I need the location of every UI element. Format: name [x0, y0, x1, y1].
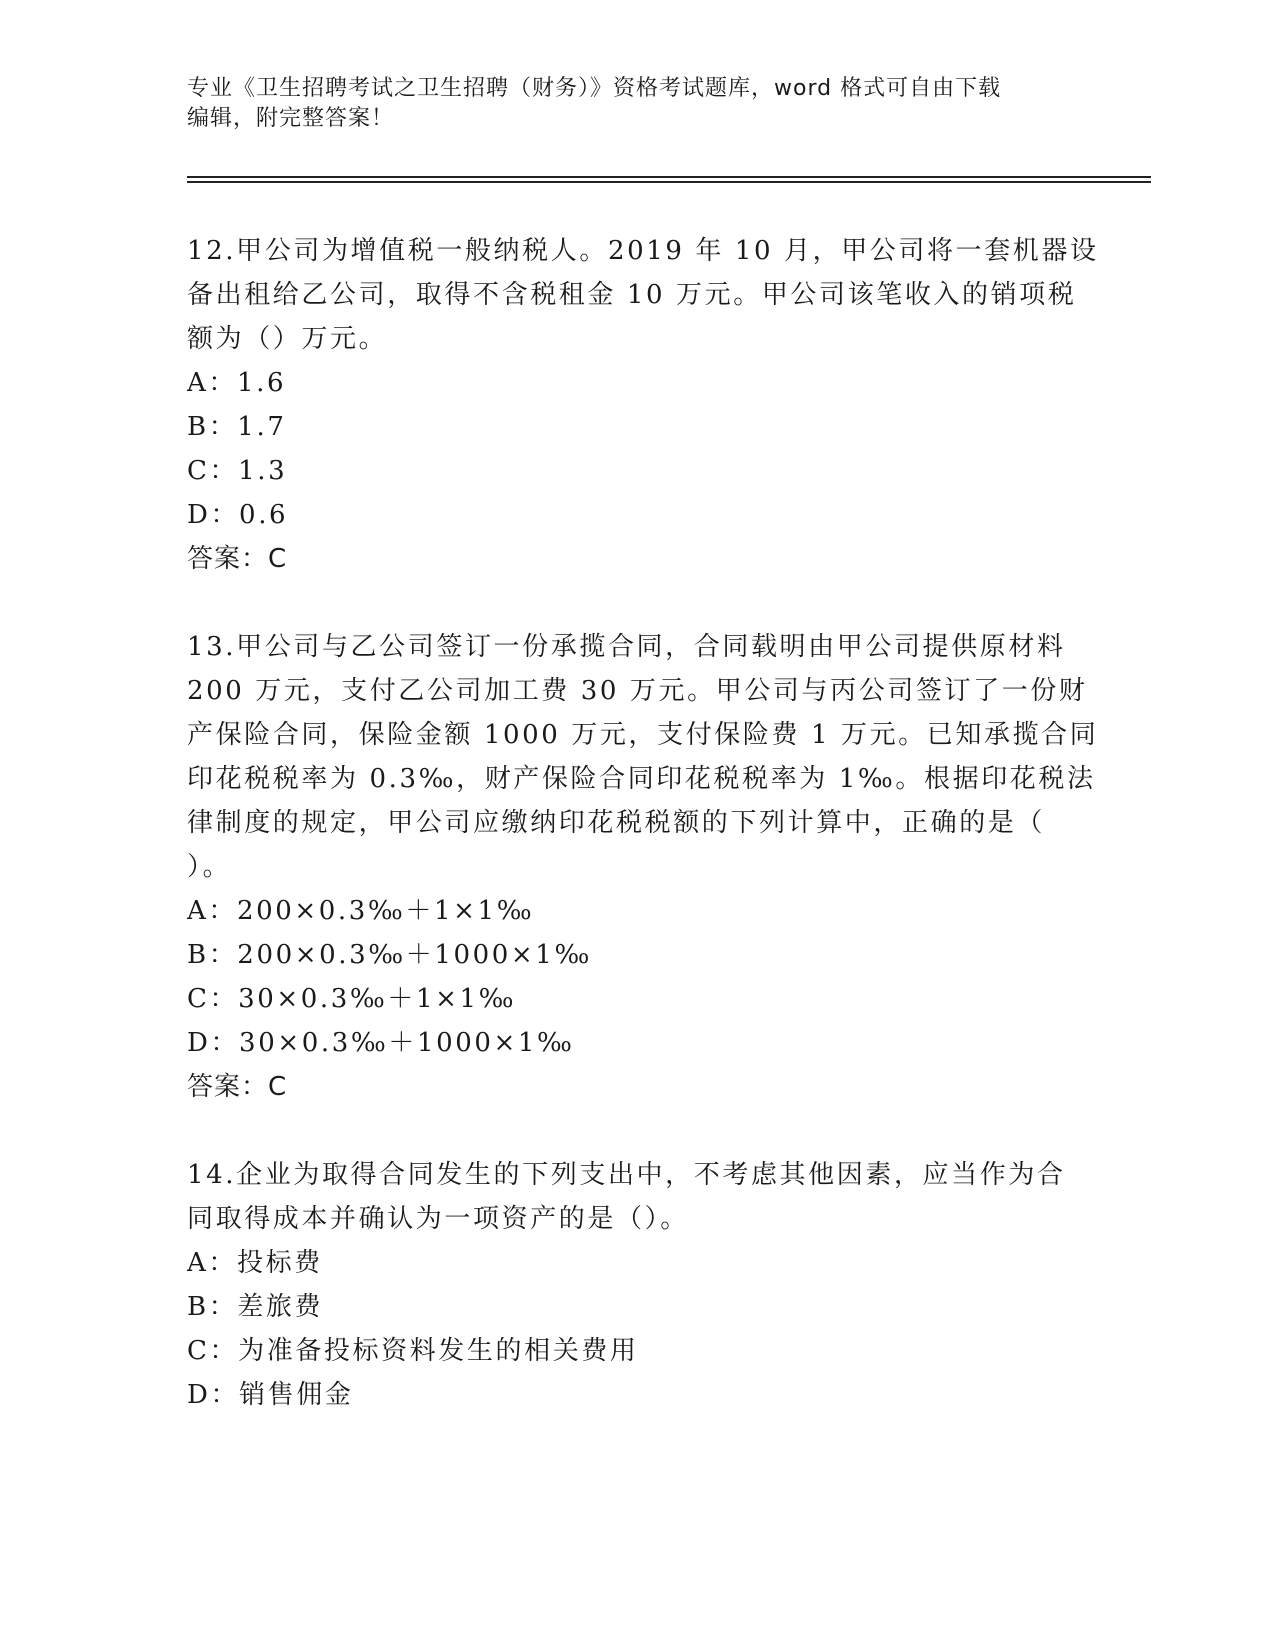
question-14-option-b: B：差旅费 [187, 1292, 324, 1322]
question-12-option-b: B：1.7 [187, 412, 287, 442]
header-line: 专业《卫生招聘考试之卫生招聘（财务）》资格考试题库，word 格式可自由下载 [187, 76, 1002, 101]
document-header [187, 74, 1077, 134]
question-13-text: 13.甲公司与乙公司签订一份承揽合同，合同载明由甲公司提供原材料 [187, 632, 1066, 662]
question-12-option-d: D：0.6 [187, 500, 289, 530]
question-12-text: 额为（）万元。 [187, 324, 388, 354]
question-13-text: 产保险合同，保险金额 1000 万元，支付保险费 1 万元。已知承揽合同 [187, 720, 1099, 750]
question-13-text: ）。 [187, 852, 232, 882]
question-13-option-b: B：200×0.3‰＋1000×1‰ [187, 940, 592, 970]
question-14-option-a: A：投标费 [187, 1248, 323, 1278]
question-14-text: 14.企业为取得合同发生的下列支出中，不考虑其他因素，应当作为合 [187, 1160, 1066, 1190]
question-14-option-d: D：销售佣金 [187, 1380, 354, 1410]
question-12-option-c: C：1.3 [187, 456, 288, 486]
question-13-text: 印花税税率为 0.3‰，财产保险合同印花税税率为 1‰。根据印花税法 [187, 764, 1096, 794]
question-14-text: 同取得成本并确认为一项资产的是（）。 [187, 1204, 689, 1234]
header-divider [187, 181, 1151, 183]
question-14-option-c: C：为准备投标资料发生的相关费用 [187, 1336, 639, 1366]
question-13-option-a: A：200×0.3‰＋1×1‰ [187, 896, 535, 926]
question-12-text: 12.甲公司为增值税一般纳税人。2019 年 10 月，甲公司将一套机器设 [187, 236, 1099, 266]
header-line: 编辑，附完整答案！ [187, 106, 395, 131]
question-12-option-a: A：1.6 [187, 368, 287, 398]
header-divider [187, 176, 1151, 178]
question-13-text: 律制度的规定，甲公司应缴纳印花税税额的下列计算中，正确的是（ [187, 808, 1046, 838]
question-13-option-d: D：30×0.3‰＋1000×1‰ [187, 1028, 575, 1058]
question-13-option-c: C：30×0.3‰＋1×1‰ [187, 984, 517, 1014]
question-13-text: 200 万元，支付乙公司加工费 30 万元。甲公司与丙公司签订了一份财 [187, 676, 1088, 706]
question-12-answer: 答案：C [187, 544, 288, 574]
question-12-text: 备出租给乙公司，取得不含税租金 10 万元。甲公司该笔收入的销项税 [187, 280, 1077, 310]
question-13-answer: 答案：C [187, 1072, 288, 1102]
